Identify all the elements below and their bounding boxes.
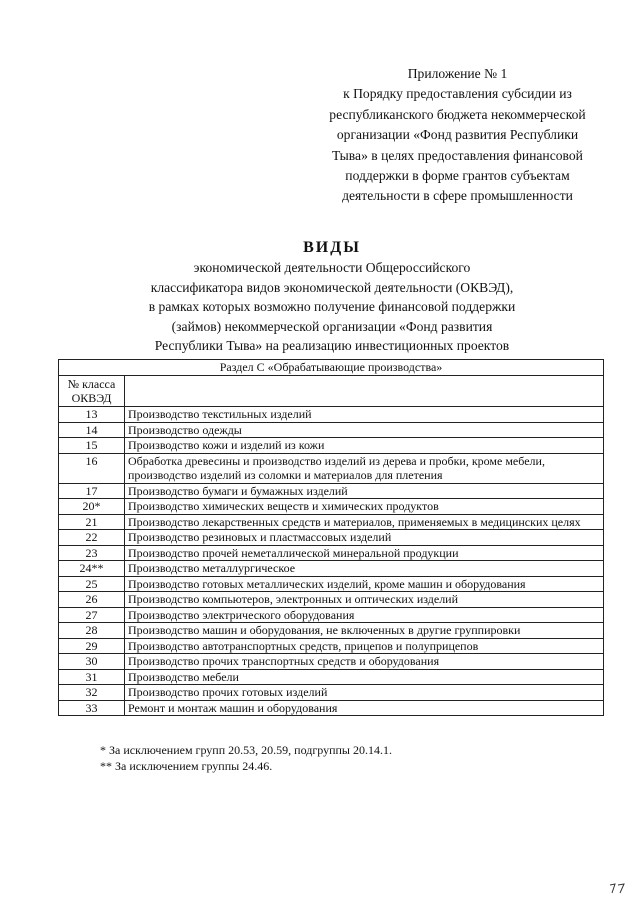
okved-code: 29: [59, 638, 125, 654]
table-row: [59, 514, 604, 530]
okved-code: 24**: [59, 561, 125, 577]
name-column-header: [125, 376, 604, 407]
heading-line: в рамках которых возможно получение финансовой поддержки: [148, 299, 516, 315]
heading-line: экономической деятельности Общероссийского: [193, 260, 471, 275]
activity-name: Производство прочих готовых изделий: [125, 685, 604, 701]
okved-code: 31: [59, 669, 125, 685]
activity-name: Производство компьютеров, электронных и оптических изделий: [125, 592, 604, 608]
okved-code: 26: [59, 592, 125, 608]
activity-name: Производство одежды: [125, 422, 604, 438]
appendix-block: [300, 64, 615, 207]
activity-name: Производство мебели: [125, 669, 604, 685]
table-row: [59, 545, 604, 561]
table-row: [59, 700, 604, 716]
code-column-header: [59, 376, 125, 407]
footnotes: [100, 742, 392, 774]
okved-code: 25: [59, 576, 125, 592]
appendix-line: Приложение № 1: [407, 66, 508, 81]
table-row: [59, 438, 604, 454]
activity-name: Производство бумаги и бумажных изделий: [125, 483, 604, 499]
okved-code: 13: [59, 407, 125, 423]
okved-code: 21: [59, 514, 125, 530]
table-row: [59, 654, 604, 670]
document-heading: [60, 238, 604, 356]
activity-name: Производство текстильных изделий: [125, 407, 604, 423]
appendix-line: к Порядку предоставления субсидии из: [343, 86, 572, 102]
okved-code: 28: [59, 623, 125, 639]
activity-name: Производство прочей неметаллической минеральной продукции: [125, 545, 604, 561]
activity-name: Ремонт и монтаж машин и оборудования: [125, 700, 604, 716]
table-row: [59, 499, 604, 515]
activity-name: Производство готовых металлических изделий, кроме машин и оборудования: [125, 576, 604, 592]
table-row: [59, 453, 604, 483]
code-header-line: ОКВЭД: [71, 391, 112, 405]
heading-line: классификатора видов экономической деятельности (ОКВЭД),: [150, 279, 514, 295]
table-row: [59, 422, 604, 438]
handwritten-page-mark-icon: [608, 881, 626, 895]
okved-code: 20*: [59, 499, 125, 515]
footnote: * За исключением групп 20.53, 20.59, подгруппы 20.14.1.: [100, 743, 392, 757]
table-row: [59, 638, 604, 654]
activity-name: Производство лекарственных средств и материалов, применяемых в медицинских целях: [125, 514, 604, 530]
footnote: ** За исключением группы 24.46.: [100, 759, 273, 773]
activity-name: Производство кожи и изделий из кожи: [125, 438, 604, 454]
activity-name: Производство прочих транспортных средств и оборудования: [125, 654, 604, 670]
activity-name: Производство электрического оборудования: [125, 607, 604, 623]
okved-code: 22: [59, 530, 125, 546]
activity-name: Производство машин и оборудования, не включенных в другие группировки: [125, 623, 604, 639]
appendix-line: республиканского бюджета некоммерческой: [329, 106, 586, 122]
activity-name: Производство химических веществ и химических продуктов: [125, 499, 604, 515]
okved-code: 23: [59, 545, 125, 561]
table-body: [59, 407, 604, 716]
okved-code: 16: [59, 453, 125, 483]
okved-code: 15: [59, 438, 125, 454]
appendix-line: деятельности в сфере промышленности: [342, 188, 573, 204]
okved-code: 14: [59, 422, 125, 438]
appendix-line: Тыва» в целях предоставления финансовой: [332, 147, 583, 163]
table-row: [59, 530, 604, 546]
table-header-row: [59, 376, 604, 407]
okved-table: [58, 359, 604, 716]
appendix-line: организации «Фонд развития Республики: [336, 127, 579, 143]
heading-line: Республики Тыва» на реализацию инвестиционных проектов: [154, 338, 510, 354]
code-header-line: № класса: [67, 377, 116, 391]
table-row: [59, 607, 604, 623]
table-section-row: [59, 360, 604, 376]
okved-code: 17: [59, 483, 125, 499]
section-header: Раздел С «Обрабатывающие производства»: [59, 360, 604, 376]
activity-name: Производство металлургическое: [125, 561, 604, 577]
appendix-line: поддержки в форме грантов субъектам: [345, 168, 570, 184]
table-row: [59, 561, 604, 577]
table-row: [59, 669, 604, 685]
okved-code: 27: [59, 607, 125, 623]
table-row: [59, 483, 604, 499]
activity-name: Обработка древесины и производство изделий из дерева и пробки, кроме мебели, производство изделий из соломки и материалов для плетения: [125, 453, 604, 483]
table-row: [59, 685, 604, 701]
table-row: [59, 576, 604, 592]
table-row: [59, 592, 604, 608]
okved-code: 33: [59, 700, 125, 716]
document-title: ВИДЫ: [303, 239, 361, 256]
okved-code: 30: [59, 654, 125, 670]
okved-code: 32: [59, 685, 125, 701]
activity-name: Производство автотранспортных средств, прицепов и полуприцепов: [125, 638, 604, 654]
table-row: [59, 407, 604, 423]
activity-name: Производство резиновых и пластмассовых изделий: [125, 530, 604, 546]
heading-line: (займов) некоммерческой организации «Фонд развития: [171, 318, 493, 334]
table-row: [59, 623, 604, 639]
